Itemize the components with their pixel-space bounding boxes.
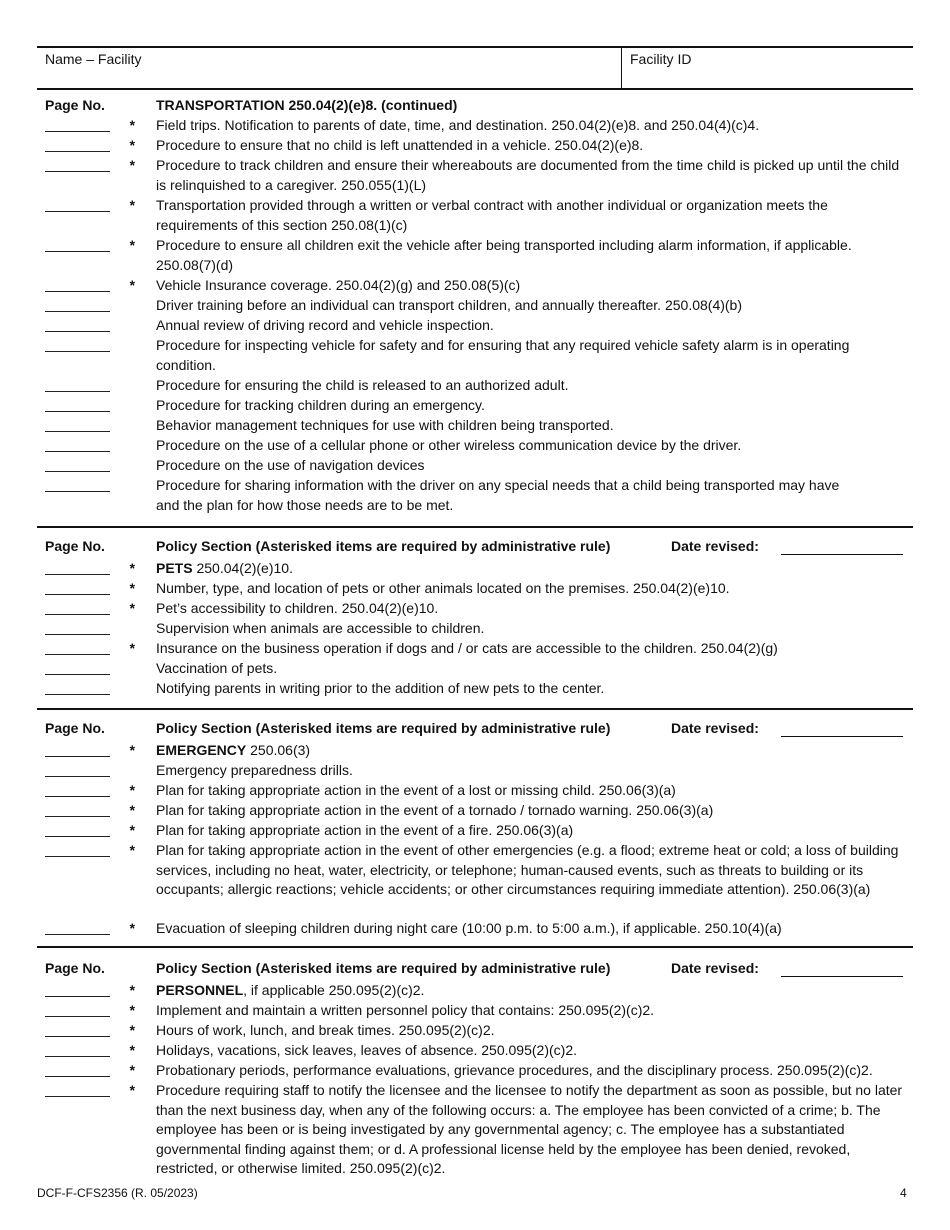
- page-number-blank[interactable]: [45, 796, 110, 797]
- policy-section-label: Policy Section (Asterisked items are required by administrative rule): [156, 960, 611, 976]
- required-asterisk: *: [129, 742, 135, 758]
- page-no-label: Page No.: [45, 538, 105, 554]
- required-asterisk: *: [129, 580, 135, 596]
- item-text: Annual review of driving record and vehicle inspection.: [156, 317, 494, 333]
- section-divider: [37, 946, 913, 948]
- page-number-blank[interactable]: [45, 614, 110, 615]
- item-text: Driver training before an individual can transport children, and annually thereafter. 250.08(4)(b): [156, 297, 743, 313]
- page-number-blank[interactable]: [45, 776, 110, 777]
- required-asterisk: *: [129, 277, 135, 293]
- item-text: Hours of work, lunch, and break times. 250.095(2)(c)2.: [156, 1022, 495, 1038]
- page-number-blank[interactable]: [45, 574, 110, 575]
- page-number-blank[interactable]: [45, 634, 110, 635]
- item-text: Number, type, and location of pets or other animals located on the premises. 250.04(2)(e)10.: [156, 580, 730, 596]
- required-asterisk: *: [129, 1002, 135, 1018]
- required-asterisk: *: [129, 1082, 135, 1098]
- page-number-blank[interactable]: [45, 411, 110, 412]
- page-number-blank[interactable]: [45, 934, 110, 935]
- page-number-blank[interactable]: [45, 171, 110, 172]
- page-number-blank[interactable]: [45, 594, 110, 595]
- item-text: Field trips. Notification to parents of date, time, and destination. 250.04(2)(e)8. and 250.04(4)(c)4.: [156, 117, 760, 133]
- required-asterisk: *: [129, 560, 135, 576]
- item-text: Implement and maintain a written personnel policy that contains: 250.095(2)(c)2.: [156, 1002, 655, 1018]
- item-text: Pet’s accessibility to children. 250.04(2)(e)10.: [156, 600, 439, 616]
- transportation-title: TRANSPORTATION 250.04(2)(e)8. (continued): [156, 97, 458, 113]
- page-number-blank[interactable]: [45, 756, 110, 757]
- required-asterisk: *: [129, 822, 135, 838]
- page-number-blank[interactable]: [45, 674, 110, 675]
- item-text: Procedure on the use of a cellular phone or other wireless communication device by the driver.: [156, 437, 742, 453]
- item-text: Procedure on the use of navigation devices: [156, 457, 425, 473]
- item-text: Probationary periods, performance evaluations, grievance procedures, and the disciplinary process. 250.095(2)(c)2.: [156, 1062, 873, 1078]
- pets-section: [37, 526, 913, 706]
- item-text: Notifying parents in writing prior to the addition of new pets to the center.: [156, 680, 605, 696]
- date-revised-field[interactable]: [781, 976, 903, 977]
- page-number-blank[interactable]: [45, 251, 110, 252]
- page-number-blank[interactable]: [45, 131, 110, 132]
- item-text: Emergency preparedness drills.: [156, 762, 353, 778]
- emergency-title: EMERGENCY 250.06(3): [156, 742, 311, 758]
- emergency-section: [37, 708, 913, 946]
- page-number-blank[interactable]: [45, 471, 110, 472]
- item-text: Procedure to ensure all children exit the vehicle after being transported including alarm information, if applicable. 250.08(7)(d): [156, 237, 852, 273]
- section-divider: [37, 526, 913, 528]
- required-asterisk: *: [129, 1062, 135, 1078]
- item-text: Procedure for sharing information with the driver on any special needs that a child being transported may have and the plan for how those needs are to be met.: [156, 477, 840, 513]
- page-number-blank[interactable]: [45, 654, 110, 655]
- page-number-blank[interactable]: [45, 391, 110, 392]
- facility-id-label: Facility ID: [630, 51, 692, 67]
- date-revised-label: Date revised:: [671, 538, 759, 554]
- page-number-blank[interactable]: [45, 351, 110, 352]
- item-text: Procedure to track children and ensure their whereabouts are documented from the time child is picked up until the child is relinquished to a caregiver. 250.055(1)(L): [156, 157, 900, 193]
- required-asterisk: *: [129, 237, 135, 253]
- required-asterisk: *: [129, 982, 135, 998]
- facility-header: [37, 46, 913, 90]
- page-number-blank[interactable]: [45, 151, 110, 152]
- required-asterisk: *: [129, 197, 135, 213]
- personnel-title: PERSONNEL, if applicable 250.095(2)(c)2.: [156, 982, 425, 998]
- required-asterisk: *: [129, 600, 135, 616]
- page-number-blank[interactable]: [45, 694, 110, 695]
- item-text: Insurance on the business operation if dogs and / or cats are accessible to the children. 250.04(2)(g): [156, 640, 778, 656]
- personnel-section: [37, 946, 913, 1180]
- transportation-section: [37, 96, 913, 516]
- page-number-blank[interactable]: [45, 451, 110, 452]
- item-text: Plan for taking appropriate action in the event of a fire. 250.06(3)(a): [156, 822, 574, 838]
- item-text: Procedure for ensuring the child is released to an authorized adult.: [156, 377, 569, 393]
- page-number-blank[interactable]: [45, 1056, 110, 1057]
- required-asterisk: *: [129, 842, 135, 858]
- item-text: Plan for taking appropriate action in the event of other emergencies (e.g. a flood; extreme heat or cold; a loss of building services, including no heat, water, electricity, or telephone; human-caused events, such as threats to building or its occupants; allergic reactions; vehicle accidents; or other circumstances requiring immediate attention). 250.06(3)(a): [156, 842, 899, 897]
- date-revised-label: Date revised:: [671, 720, 759, 736]
- required-asterisk: *: [129, 1022, 135, 1038]
- page-no-label: Page No.: [45, 720, 105, 736]
- date-revised-field[interactable]: [781, 736, 903, 737]
- required-asterisk: *: [129, 137, 135, 153]
- pets-title: PETS 250.04(2)(e)10.: [156, 560, 293, 576]
- page-number-blank[interactable]: [45, 1016, 110, 1017]
- page-number-blank[interactable]: [45, 311, 110, 312]
- section-divider: [37, 708, 913, 710]
- required-asterisk: *: [129, 782, 135, 798]
- page-number: 4: [900, 1186, 907, 1200]
- date-revised-field[interactable]: [781, 554, 903, 555]
- item-text: Evacuation of sleeping children during night care (10:00 p.m. to 5:00 a.m.), if applicable. 250.10(4)(a): [156, 920, 782, 936]
- page-number-blank[interactable]: [45, 836, 110, 837]
- policy-section-label: Policy Section (Asterisked items are required by administrative rule): [156, 720, 611, 736]
- item-text: Supervision when animals are accessible to children.: [156, 620, 485, 636]
- page-number-blank[interactable]: [45, 331, 110, 332]
- item-text: Plan for taking appropriate action in the event of a tornado / tornado warning. 250.06(3)(a): [156, 802, 714, 818]
- form-id: DCF-F-CFS2356 (R. 05/2023): [37, 1186, 198, 1200]
- facility-name-label: Name – Facility: [45, 51, 142, 67]
- item-text: Procedure to ensure that no child is left unattended in a vehicle. 250.04(2)(e)8.: [156, 137, 644, 153]
- page-number-blank[interactable]: [45, 491, 110, 492]
- page-number-blank[interactable]: [45, 1036, 110, 1037]
- required-asterisk: *: [129, 920, 135, 936]
- date-revised-label: Date revised:: [671, 960, 759, 976]
- item-text: Transportation provided through a written or verbal contract with another individual or organization meets the requirements of this section 250.08(1)(c): [156, 197, 828, 233]
- page-number-blank[interactable]: [45, 431, 110, 432]
- item-text: Holidays, vacations, sick leaves, leaves of absence. 250.095(2)(c)2.: [156, 1042, 577, 1058]
- item-text: Procedure requiring staff to notify the licensee and the licensee to notify the department as soon as possible, but no later than the next business day, when any of the following occurs: a. The employee has been convicted of a crime; b. The employee has been or is being investigated by any governmental agency; c. The employee has a substantiated governmental finding against them; or d. A professional license held by the employee has been denied, revoked, restricted, or otherwise limited. 250.095(2)(c)2.: [156, 1082, 903, 1176]
- page-number-blank[interactable]: [45, 996, 110, 997]
- required-asterisk: *: [129, 802, 135, 818]
- item-text: Plan for taking appropriate action in the event of a lost or missing child. 250.06(3)(a): [156, 782, 676, 798]
- page-no-label: Page No.: [45, 97, 105, 113]
- page-number-blank[interactable]: [45, 816, 110, 817]
- required-asterisk: *: [129, 1042, 135, 1058]
- item-text: Behavior management techniques for use with children being transported.: [156, 417, 614, 433]
- item-text: Vaccination of pets.: [156, 660, 278, 676]
- page-number-blank[interactable]: [45, 1076, 110, 1077]
- item-text: Procedure for tracking children during an emergency.: [156, 397, 485, 413]
- item-text: Vehicle Insurance coverage. 250.04(2)(g) and 250.08(5)(c): [156, 277, 521, 293]
- item-text: Procedure for inspecting vehicle for safety and for ensuring that any required vehicle safety alarm is in operating condition.: [156, 337, 850, 373]
- required-asterisk: *: [129, 117, 135, 133]
- page-number-blank[interactable]: [45, 856, 110, 857]
- required-asterisk: *: [129, 640, 135, 656]
- page-no-label: Page No.: [45, 960, 105, 976]
- policy-section-label: Policy Section (Asterisked items are required by administrative rule): [156, 538, 611, 554]
- page-number-blank[interactable]: [45, 291, 110, 292]
- required-asterisk: *: [129, 157, 135, 173]
- page-number-blank[interactable]: [45, 211, 110, 212]
- header-divider: [621, 48, 622, 88]
- page-number-blank[interactable]: [45, 1096, 110, 1097]
